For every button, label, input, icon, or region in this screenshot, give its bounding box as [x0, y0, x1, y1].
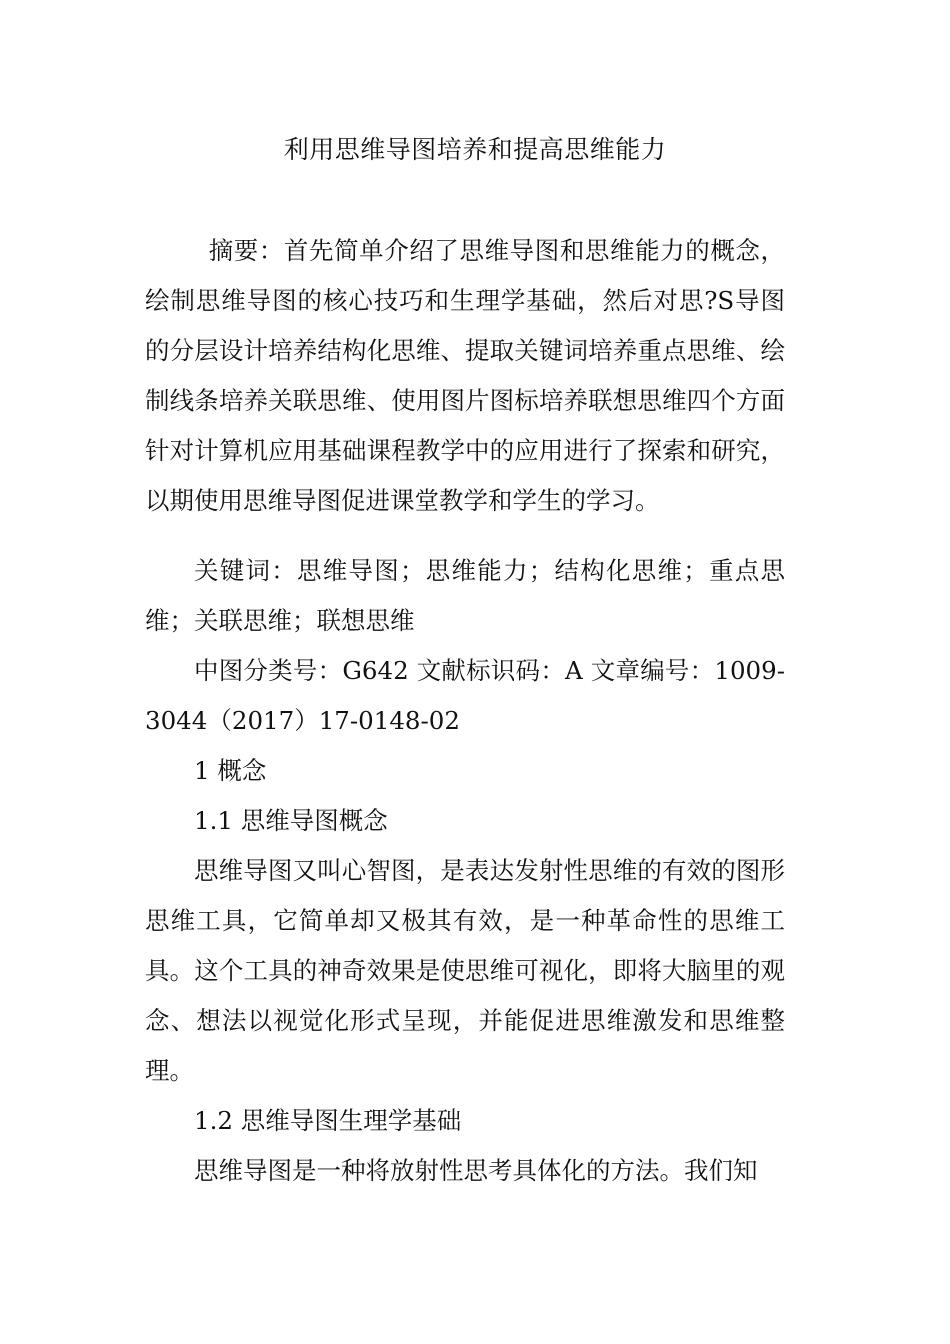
keywords-paragraph: 关键词：思维导图；思维能力；结构化思维；重点思维；关联思维；联想思维: [145, 556, 785, 635]
abstract-paragraph: 摘要：首先简单介绍了思维导图和思维能力的概念，绘制思维导图的核心技巧和生理学基础，然后对思?S导图的分层设计培养结构化思维、提取关键词培养重点思维、绘制线条培养关联思维、使用图片图标培养联想思维四个方面针对计算机应用基础课程教学中的应用进行了探索和研究，以期使用思维导图促进课堂教学和学生的学习。: [145, 236, 785, 515]
abstract-section: [145, 226, 785, 526]
classification-paragraph: 中图分类号：G642 文献标识码：A 文章编号：1009-3044（2017）17-0148-02: [145, 656, 785, 735]
page-title: 利用思维导图培养和提高思维能力: [283, 135, 667, 164]
section-heading: 1 概念: [194, 756, 267, 785]
body-paragraph: 思维导图又叫心智图，是表达发射性思维的有效的图形思维工具，它简单却又极其有效，是一种革命性的思维工具。这个工具的神奇效果是使思维可视化，即将大脑里的观念、想法以视觉化形式呈现，并能促进思维激发和思维整理。: [145, 856, 785, 1085]
article-body: [145, 546, 785, 1196]
body-paragraph: 思维导图是一种将放射性思考具体化的方法。我们知: [194, 1156, 758, 1185]
subsection-heading: 1.1 思维导图概念: [194, 806, 388, 835]
subsection-heading: 1.2 思维导图生理学基础: [194, 1106, 462, 1135]
